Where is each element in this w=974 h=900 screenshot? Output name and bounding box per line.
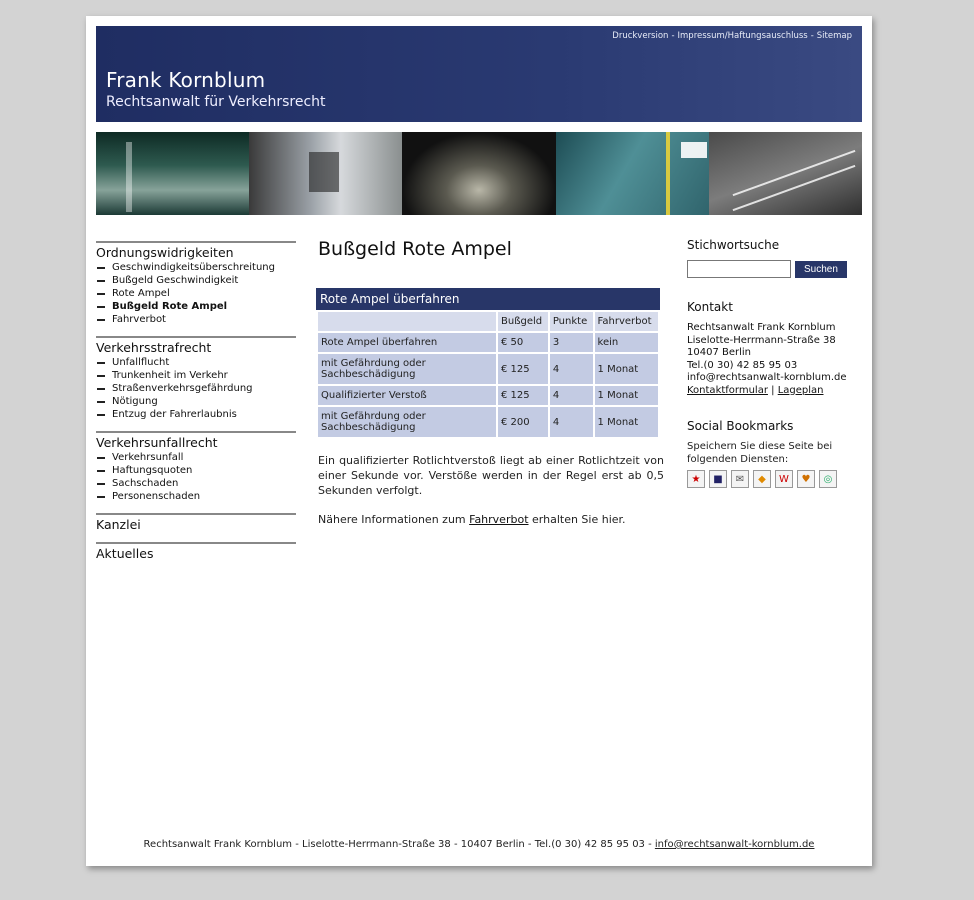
fahrverbot-link[interactable]: Fahrverbot bbox=[469, 513, 529, 526]
more-info-suffix: erhalten Sie hier. bbox=[528, 513, 626, 526]
table-header-cell: Bußgeld bbox=[498, 312, 548, 331]
mail-icon[interactable]: ✉ bbox=[731, 470, 749, 488]
info-paragraph: Ein qualifizierter Rotlichtverstoß liegt ab einer Rotlichtzeit von einer Sekunde vor. Verstöße werden in der Regel erst ab 0,5 Sekunden verfolgt. bbox=[318, 454, 664, 497]
digg-icon[interactable]: ◆ bbox=[753, 470, 771, 488]
google-icon[interactable]: ◎ bbox=[819, 470, 837, 488]
site-header bbox=[96, 26, 862, 122]
table-cell: Rote Ampel überfahren bbox=[318, 333, 496, 352]
nav-item[interactable]: Trunkenheit im Verkehr bbox=[96, 369, 296, 382]
banner-photo-road-marking bbox=[556, 132, 709, 215]
location-map-link[interactable]: Lageplan bbox=[777, 384, 824, 396]
more-info-paragraph bbox=[318, 512, 664, 527]
nav-section bbox=[96, 431, 296, 503]
table-header-cell bbox=[318, 312, 496, 331]
table-cell: kein bbox=[595, 333, 658, 352]
site-subtitle: Rechtsanwalt für Verkehrsrecht bbox=[106, 94, 326, 110]
separator: - bbox=[810, 31, 814, 41]
nav-item[interactable]: Sachschaden bbox=[96, 477, 296, 490]
fines-table bbox=[316, 288, 660, 439]
contact-line: Liselotte-Herrmann-Straße 38 bbox=[687, 334, 836, 346]
separator: | bbox=[771, 384, 775, 396]
page-container bbox=[86, 16, 872, 866]
table-cell: 1 Monat bbox=[595, 354, 658, 384]
table-cell: 4 bbox=[550, 407, 593, 437]
favorites-icon[interactable]: ♥ bbox=[797, 470, 815, 488]
nav-section-title[interactable]: Verkehrsstrafrecht bbox=[96, 340, 212, 355]
table-row bbox=[318, 386, 658, 405]
contact-form-link[interactable]: Kontaktformular bbox=[687, 384, 768, 396]
sidebar-navigation bbox=[96, 241, 296, 571]
table-cell: Qualifizierter Verstoß bbox=[318, 386, 496, 405]
table-cell: 3 bbox=[550, 333, 593, 352]
right-column bbox=[687, 238, 857, 488]
footer-address: Rechtsanwalt Frank Kornblum - Liselotte-Herrmann-Straße 38 - 10407 Berlin - Tel.(0 30) 42 85 95 03 - bbox=[143, 839, 655, 850]
nav-list bbox=[96, 356, 296, 421]
table-header-row bbox=[318, 312, 658, 331]
nav-list bbox=[96, 451, 296, 503]
nav-section-title[interactable]: Verkehrsunfallrecht bbox=[96, 435, 218, 450]
nav-item[interactable]: Unfallflucht bbox=[96, 356, 296, 369]
table-cell: € 200 bbox=[498, 407, 548, 437]
table-cell: € 125 bbox=[498, 354, 548, 384]
nav-section-title[interactable]: Kanzlei bbox=[96, 517, 141, 532]
nav-item[interactable]: Bußgeld Rote Ampel bbox=[96, 300, 296, 313]
separator: - bbox=[671, 31, 675, 41]
print-version-link[interactable]: Druckversion bbox=[612, 31, 669, 41]
banner-photo-alley bbox=[96, 132, 249, 215]
page-title: Bußgeld Rote Ampel bbox=[318, 238, 512, 260]
delicious-icon[interactable]: ■ bbox=[709, 470, 727, 488]
table-caption: Rote Ampel überfahren bbox=[316, 288, 660, 310]
table-cell: 1 Monat bbox=[595, 407, 658, 437]
contact-line: Tel.(0 30) 42 85 95 03 bbox=[687, 359, 798, 371]
table-cell: 4 bbox=[550, 386, 593, 405]
search-button[interactable]: Suchen bbox=[795, 261, 847, 278]
nav-section bbox=[96, 542, 296, 561]
nav-section-title[interactable]: Aktuelles bbox=[96, 546, 154, 561]
search-heading: Stichwortsuche bbox=[687, 238, 780, 252]
nav-item[interactable]: Fahrverbot bbox=[96, 313, 296, 326]
social-heading: Social Bookmarks bbox=[687, 419, 794, 433]
nav-section bbox=[96, 336, 296, 421]
imprint-link[interactable]: Impressum/Haftungsauschluss bbox=[677, 31, 808, 41]
nav-list bbox=[96, 261, 296, 326]
table-cell: € 50 bbox=[498, 333, 548, 352]
table-row bbox=[318, 407, 658, 437]
table-cell: € 125 bbox=[498, 386, 548, 405]
nav-item[interactable]: Verkehrsunfall bbox=[96, 451, 296, 464]
contact-email[interactable]: info@rechtsanwalt-kornblum.de bbox=[687, 372, 847, 383]
banner-photo-street-lines bbox=[709, 132, 862, 215]
top-links bbox=[612, 31, 852, 41]
banner-photo-cyclist bbox=[249, 132, 402, 215]
search-input[interactable] bbox=[687, 260, 791, 278]
table-cell: 1 Monat bbox=[595, 386, 658, 405]
table-header-cell: Fahrverbot bbox=[595, 312, 658, 331]
bookmark-star-icon[interactable]: ★ bbox=[687, 470, 705, 488]
nav-section-title[interactable]: Ordnungswidrigkeiten bbox=[96, 245, 234, 260]
footer-email-link[interactable]: info@rechtsanwalt-kornblum.de bbox=[654, 839, 815, 850]
table-header-cell: Punkte bbox=[550, 312, 593, 331]
sitemap-link[interactable]: Sitemap bbox=[816, 31, 852, 41]
contact-line: Rechtsanwalt Frank Kornblum bbox=[687, 322, 836, 333]
photo-banner bbox=[96, 132, 862, 215]
nav-item[interactable]: Personenschaden bbox=[96, 490, 296, 503]
more-info-prefix: Nähere Informationen zum bbox=[318, 513, 470, 526]
table-row bbox=[318, 333, 658, 352]
contact-line: 10407 Berlin bbox=[687, 347, 752, 358]
nav-item[interactable]: Geschwindigkeitsüberschreitung bbox=[96, 261, 296, 274]
site-title[interactable]: Frank Kornblum bbox=[106, 68, 266, 92]
contact-block bbox=[687, 322, 857, 397]
social-icons bbox=[687, 470, 857, 488]
site-footer bbox=[86, 839, 872, 850]
social-description: Speichern Sie diese Seite bei folgenden Diensten: bbox=[687, 441, 833, 465]
contact-heading: Kontakt bbox=[687, 300, 733, 314]
nav-item[interactable]: Straßenverkehrsgefährdung bbox=[96, 382, 296, 395]
table-cell: 4 bbox=[550, 354, 593, 384]
banner-photo-tunnel bbox=[402, 132, 555, 215]
search-form bbox=[687, 260, 857, 278]
webnews-icon[interactable]: W bbox=[775, 470, 793, 488]
nav-item[interactable]: Nötigung bbox=[96, 395, 296, 408]
nav-item[interactable]: Rote Ampel bbox=[96, 287, 296, 300]
nav-item[interactable]: Entzug der Fahrerlaubnis bbox=[96, 408, 296, 421]
table-row bbox=[318, 354, 658, 384]
main-content bbox=[318, 238, 664, 527]
nav-section bbox=[96, 241, 296, 326]
nav-item[interactable]: Haftungsquoten bbox=[96, 464, 296, 477]
contact-links bbox=[687, 385, 857, 398]
nav-item[interactable]: Bußgeld Geschwindigkeit bbox=[96, 274, 296, 287]
nav-section bbox=[96, 513, 296, 532]
table-cell: mit Gefährdung oder Sachbeschädigung bbox=[318, 354, 496, 384]
table-cell: mit Gefährdung oder Sachbeschädigung bbox=[318, 407, 496, 437]
